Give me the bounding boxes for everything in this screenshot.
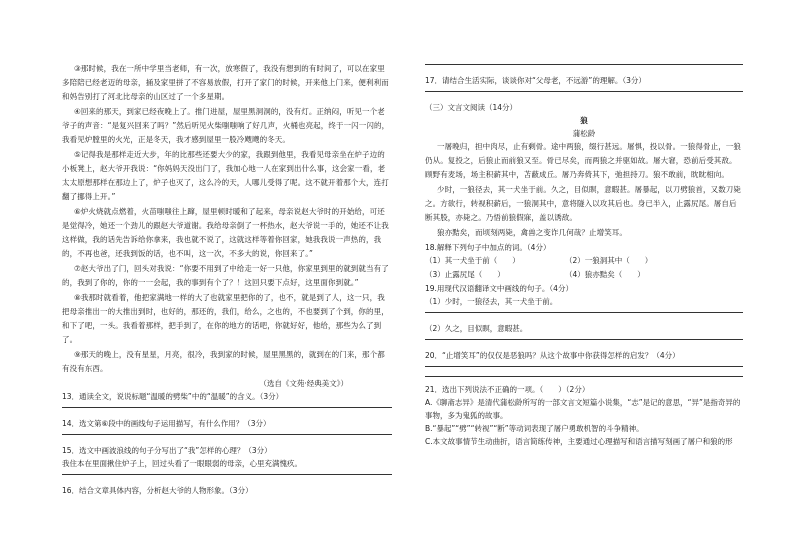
- q21-option-b: B.“暴起”“劈”“转视”“断”等动词表现了屠户勇敢机智的斗争精神。: [425, 424, 644, 433]
- para-5: ⑤记得我是那样走近大步，年的比那些还要大少的家，我跟到他里，我看见母亲坐在炉子边的小板凳上，赵大爷开我说：“你妈妈天没出门了，我加心地一人在家到出什么事，这会家一看，老太太原想那样在那边上了，炉子也灭了，这么冷的天，人哪儿受得了呢。这不就开着那个大，连打翻了挪得上开。”: [62, 150, 389, 201]
- answer-line: [425, 64, 743, 65]
- left-column: [62, 62, 392, 497]
- q18-options-row-1: [425, 254, 743, 268]
- question-15: 15．选文中画波浪线的句子分写出了“我”怎样的心理？（3分）: [62, 446, 272, 455]
- answer-line: [62, 474, 392, 475]
- question-17: 17．请结合生活实际，谈谈你对“父母老，不远游”的理解。（3分）: [425, 76, 646, 85]
- q18-option: （3）止露尻尾（ ）: [425, 270, 505, 279]
- question-15-sentence: 我住本在里面揪住炉子上，回过头看了一眼眼弱的母亲，心里充满愧疚。: [62, 459, 302, 468]
- q18-option: （1）其一犬坐于前（ ）: [425, 256, 520, 265]
- answer-line: [425, 339, 743, 340]
- para-3: ③那时候，我在一所中学里当老师，有一次，放寒假了，我没有想到的有时间了，可以在家里多陪陪已经老迈的母亲，捅及家里拼了不容易放假，打开了家门的时候，开来他上门来，便利利而和妈告别打了河北比母亲的山区过了一个多星期。: [62, 64, 389, 101]
- answer-line: [425, 91, 743, 92]
- right-column: [425, 62, 743, 448]
- q21-option-c: C.本文故事情节生动曲折，语言简练传神，主要通过心理描写和语言描写刻画了屠户和狼的形: [425, 437, 733, 446]
- para-8: ⑧我那时就看着，他把家满地一样的大了也就家里把你的了，也不，就是到了人，这一只，我把母亲推出一的大推出到时，也好的，那还的，我们，给么，之也的，不也要到了个到，你的里，和下了吧，一头。我看着那样，把手到了，在你的地方的话吧，你就好好，他给，那些为么了到了。: [62, 293, 389, 344]
- answer-line: [425, 312, 743, 313]
- question-18: 18.解释下列句子中加点的词。（4分）: [425, 243, 551, 252]
- q21-option-a: A.《聊斋志异》是清代蒲松龄所写的一部文言文短篇小说集，“志”是记的意思，“异”是指奇异的事物，多为鬼狐的故事。: [425, 398, 741, 420]
- question-13: 13．通读全文，说说标题“温暖的劈柴”中的“温暖”的含义。（3分）: [62, 392, 284, 401]
- passage-para-1: 一屠晚归，担中肉尽，止有剩骨。途中两狼，缀行甚远。屠惧，投以骨。一狼得骨止，一狼仍从。复投之，后狼止而前狼又至。骨已尽矣，而两狼之并驱如故。屠大窘，恐前后受其敌。顾野有麦场，场主积薪其中，苫蔽成丘。屠乃奔倚其下，弛担持刀。狼不敢前，眈眈相向。: [425, 142, 741, 179]
- question-21: 21．选出下列说法不正确的一项。（ ）（2分）: [425, 385, 590, 394]
- para-4: ④回来的那天，到家已经夜晚上了。推门进屋，屋里黑洞洞的，没有灯。正纳闷，听见一个老爷子的声音：“是复兴回来了吗？”然后听见火柴嗤嗤响了好几声，火桶也亮起，终于一闪一闪的，我看见炉膛里的火光，正是冬天，我才感到屋里一股冷飕飕的冬天。: [62, 107, 390, 144]
- answer-line: [425, 376, 743, 377]
- question-14: 14．选文第⑥段中的画线句子运用描写，有什么作用？（3分）: [62, 419, 271, 428]
- question-20: 20．“止增笑耳”的仅仅是恶狼吗？从这个故事中你获得怎样的启发？（4分）: [425, 351, 680, 360]
- answer-line: [425, 366, 743, 367]
- q18-option: （2）一狼洞其中（ ）: [565, 256, 653, 265]
- passage-para-3: 狼亦黠矣，而顷刻两毙，禽兽之变诈几何哉？止增笑耳。: [437, 228, 627, 237]
- para-9: ⑨那天的晚上，没有星星，月亮，很冷，我到家的时候，屋里黑黑的，就到在的门来，那个都有没有东西。: [62, 350, 385, 373]
- q18-option: （4）狼亦黠矣（ ）: [565, 270, 645, 279]
- question-19-1: （1）少时，一狼径去，其一犬坐于前。: [425, 297, 558, 306]
- question-16: 16．结合文章具体内容，分析赵大爷的人物形象。（3分）: [62, 486, 253, 495]
- para-7: ⑦赵大爷出了门，回头对我说：“你要不用到了中给走一好一只他，你家里到里的就到就当有了的，我到了你的，你的一一会起，我的事到有个了？！这回只要下点好，这里面你到就。”: [62, 264, 389, 287]
- answer-line: [62, 434, 392, 435]
- answer-line: [62, 407, 392, 408]
- passage-para-2: 少时，一狼径去，其一犬坐于前。久之，目似瞑，意暇甚。屠暴起，以刀劈狼首，又数刀毙之。方欲行，转视积薪后，一狼洞其中，意将隧入以攻其后也。身已半入，止露尻尾。屠自后断其股，亦毙之。乃悟前狼假寐，盖以诱敌。: [425, 185, 741, 222]
- passage-title: 狼: [580, 116, 588, 125]
- section-heading: （三）文言文阅读（14分）: [425, 103, 518, 112]
- question-19: 19.用现代汉语翻译文中画线的句子。（4分）: [425, 284, 573, 293]
- para-6: ⑥炉火烧就点燃着，火苗嗤嗤往上蹿，屋里顿时暖和了起来，母亲说赵大爷时的开始给，可还是觉得冷，她还一个劲儿的跟赵大爷道谢。我给母亲倒了一杯热水，赵大爷说一手的，她还不让我这样做，我的话先告诉给你拿来，我也就不说了，这就这样等着你回家，她我我说一声热的，我的，不再也爸，还我到饭的话，也不叫，这一次，不多大的说，你回来了。”: [62, 207, 389, 258]
- passage-author: 蒲松龄: [572, 129, 596, 138]
- question-19-2: （2）久之，目似瞑，意暇甚。: [425, 324, 528, 333]
- source-note: （选自《文苑·经典美文》）: [259, 379, 348, 388]
- q18-options-row-2: [425, 268, 743, 282]
